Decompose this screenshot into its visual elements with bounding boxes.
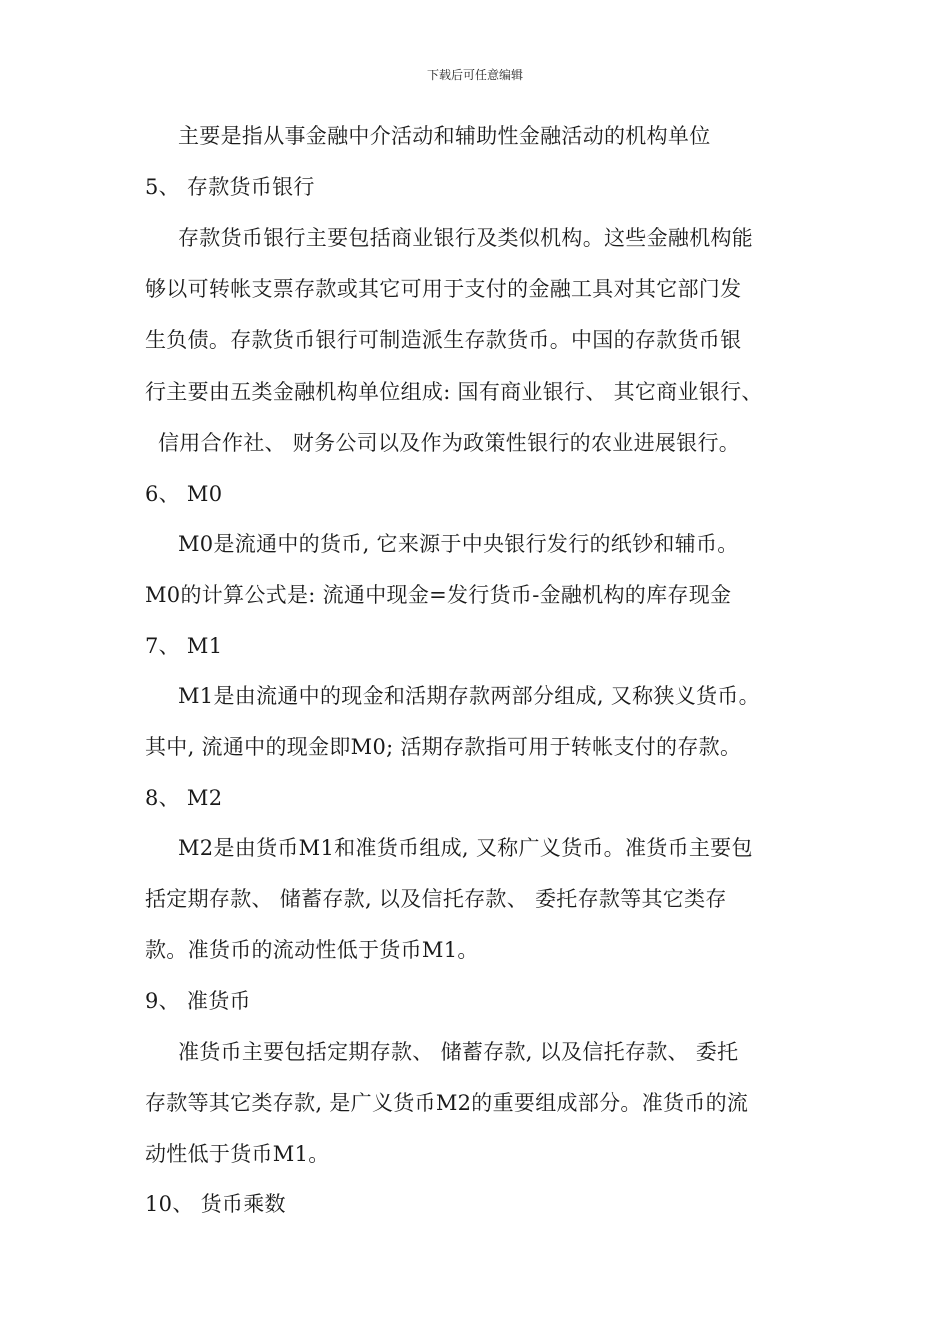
paragraph-line: 其中, 流通中的现金即M0; 活期存款指可用于转帐支付的存款。: [145, 735, 742, 759]
paragraph-line: 够以可转帐支票存款或其它可用于支付的金融工具对其它部门发: [145, 277, 742, 301]
paragraph-line: 信用合作社、 财务公司以及作为政策性银行的农业进展银行。: [158, 431, 741, 455]
paragraph-line: 存款货币银行主要包括商业银行及类似机构。这些金融机构能: [178, 226, 754, 250]
section-heading-6: 6、 M0: [145, 482, 223, 506]
paragraph-line: M1是由流通中的现金和活期存款两部分组成, 又称狭义货币。: [178, 684, 760, 708]
page-header-note: 下载后可任意编辑: [426, 68, 523, 82]
section-heading-8: 8、 M2: [145, 786, 223, 810]
paragraph-line: 准货币主要包括定期存款、 储蓄存款, 以及信托存款、 委托: [178, 1040, 739, 1064]
paragraph-line: 生负债。存款货币银行可制造派生存款货币。中国的存款货币银: [145, 328, 742, 352]
paragraph-line: M0是流通中的货币, 它来源于中央银行发行的纸钞和辅币。: [178, 532, 739, 556]
paragraph-line: M0的计算公式是: 流通中现金=发行货币-金融机构的库存现金: [145, 583, 732, 607]
section-heading-5: 5、 存款货币银行: [145, 175, 315, 199]
section-heading-7: 7、 M1: [145, 634, 223, 658]
paragraph-line: 存款等其它类存款, 是广义货币M2的重要组成部分。准货币的流: [145, 1091, 749, 1115]
paragraph-line: 主要是指从事金融中介活动和辅助性金融活动的机构单位: [178, 124, 711, 148]
paragraph-line: 动性低于货币M1。: [145, 1142, 330, 1166]
paragraph-line: 行主要由五类金融机构单位组成: 国有商业银行、 其它商业银行、: [145, 380, 763, 404]
paragraph-line: M2是由货币M1和准货币组成, 又称广义货币。准货币主要包: [178, 836, 753, 860]
paragraph-line: 款。准货币的流动性低于货币M1。: [145, 938, 479, 962]
section-heading-9: 9、 准货币: [145, 989, 251, 1013]
paragraph-line: 括定期存款、 储蓄存款, 以及信托存款、 委托存款等其它类存: [145, 887, 727, 911]
section-heading-10: 10、 货币乘数: [145, 1192, 286, 1216]
